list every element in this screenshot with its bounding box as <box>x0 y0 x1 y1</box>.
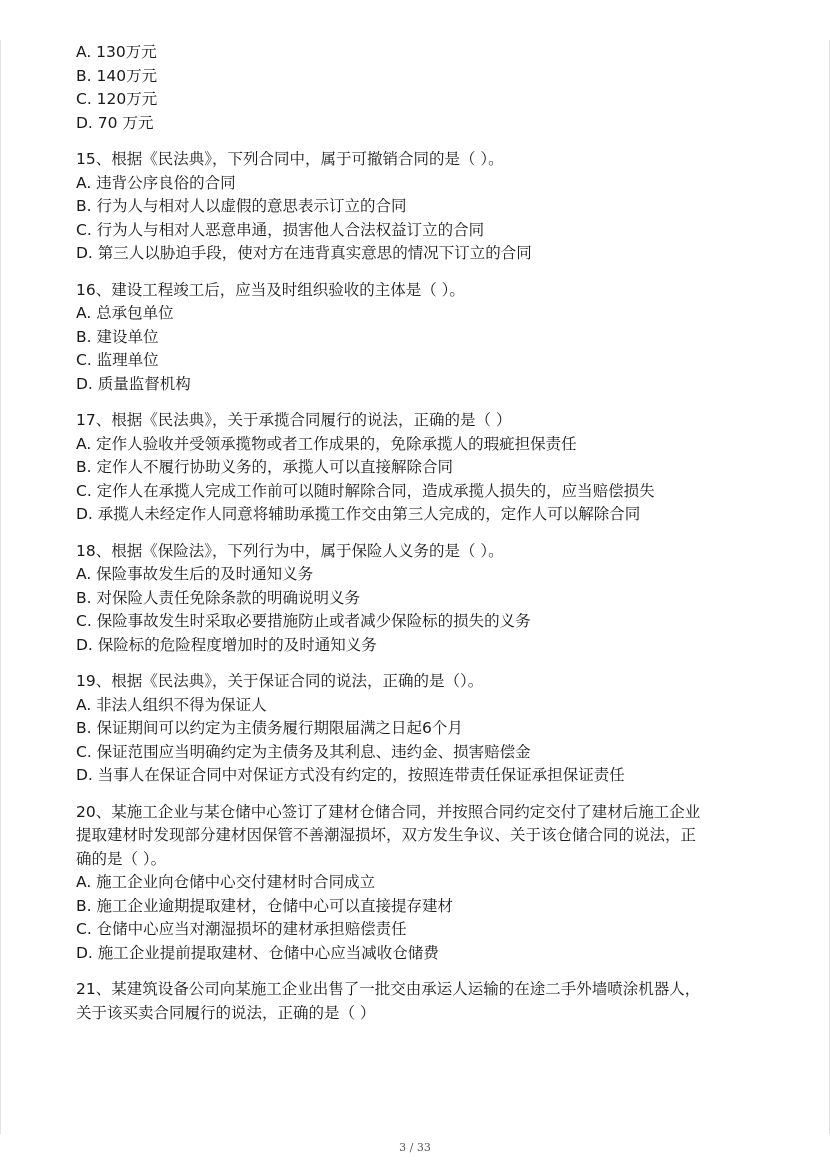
question-17 <box>76 409 776 527</box>
option-c: C. 保险事故发生时采取必要措施防止或者减少保险标的损失的义务 <box>76 612 531 630</box>
question-stem-line-1: 21、某建筑设备公司向某施工企业出售了一批交由承运人运输的在途二手外墙喷涂机器人， <box>76 980 701 998</box>
question-stem-line-3: 确的是（ ）。 <box>76 849 167 868</box>
option-a: A. 130万元 <box>76 43 157 61</box>
question-stem: 18、根据《保险法》，下列行为中，属于保险人义务的是（ ）。 <box>76 541 504 560</box>
question-stem: 19、根据《民法典》，关于保证合同的说法，正确的是（）。 <box>76 672 484 690</box>
option-c: C. 监理单位 <box>76 351 159 369</box>
question-stem-line-2: 提取建材时发现部分建材因保管不善潮湿损坏，双方发生争议、关于该仓储合同的说法，正 <box>76 826 697 844</box>
option-d: D. 质量监督机构 <box>76 374 191 393</box>
option-d: D. 当事人在保证合同中对保证方式没有约定的，按照连带责任保证承担保证责任 <box>76 766 625 784</box>
option-c: C. 仓储中心应当对潮湿损坏的建材承担赔偿责任 <box>76 920 407 938</box>
option-d: D. 70 万元 <box>76 113 154 132</box>
question-stem: 15、根据《民法典》，下列合同中，属于可撤销合同的是（ ）。 <box>76 150 504 168</box>
option-a: A. 定作人验收并受领承揽物或者工作成果的，免除承揽人的瑕疵担保责任 <box>76 434 577 453</box>
option-b: B. 140万元 <box>76 66 158 85</box>
previous-question-options <box>76 40 776 135</box>
question-16 <box>76 279 776 397</box>
option-d: D. 承揽人未经定作人同意将辅助承揽工作交由第三人完成的，定作人可以解除合同 <box>76 505 641 523</box>
option-a: A. 违背公序良俗的合同 <box>76 173 236 192</box>
option-c: C. 120万元 <box>76 90 158 108</box>
question-stem-line-2: 关于该买卖合同履行的说法，正确的是（ ） <box>76 1003 376 1022</box>
question-20 <box>76 801 776 966</box>
option-b: B. 施工企业逾期提取建材，仓储中心可以直接提存建材 <box>76 896 453 915</box>
question-21 <box>76 978 776 1025</box>
question-stem-line-1: 20、某施工企业与某仓储中心签订了建材仓储合同，并按照合同约定交付了建材后施工企业 <box>76 802 701 821</box>
option-b: B. 行为人与相对人以虚假的意思表示订立的合同 <box>76 197 407 215</box>
question-15 <box>76 148 776 266</box>
option-a: A. 非法人组织不得为保证人 <box>76 695 267 714</box>
option-b: B. 定作人不履行协助义务的，承揽人可以直接解除合同 <box>76 458 453 476</box>
option-b: B. 对保险人责任免除条款的明确说明义务 <box>76 588 360 607</box>
option-a: A. 保险事故发生后的及时通知义务 <box>76 565 314 583</box>
page-indicator: 3 / 33 <box>399 1141 431 1154</box>
option-a: A. 总承包单位 <box>76 304 174 322</box>
page-content <box>76 40 776 1025</box>
question-18 <box>76 540 776 658</box>
option-a: A. 施工企业向仓储中心交付建材时合同成立 <box>76 873 376 891</box>
option-d: D. 施工企业提前提取建材、仓储中心应当减收仓储费 <box>76 943 439 962</box>
question-stem: 17、根据《民法典》，关于承揽合同履行的说法，正确的是（ ） <box>76 411 512 429</box>
option-b: B. 保证期间可以约定为主债务履行期限届满之日起6个月 <box>76 719 463 737</box>
option-b: B. 建设单位 <box>76 327 159 346</box>
option-c: C. 定作人在承揽人完成工作前可以随时解除合同，造成承揽人损失的，应当赔偿损失 <box>76 481 655 500</box>
question-stem: 16、建设工程竣工后，应当及时组织验收的主体是（ ）。 <box>76 280 465 299</box>
document-page <box>0 40 830 1134</box>
option-c: C. 保证范围应当明确约定为主债务及其利息、违约金、损害赔偿金 <box>76 742 531 761</box>
question-19 <box>76 670 776 788</box>
option-c: C. 行为人与相对人恶意串通，损害他人合法权益订立的合同 <box>76 220 485 239</box>
option-d: D. 第三人以胁迫手段，使对方在违背真实意思的情况下订立的合同 <box>76 244 532 262</box>
option-d: D. 保险标的危险程度增加时的及时通知义务 <box>76 635 377 654</box>
